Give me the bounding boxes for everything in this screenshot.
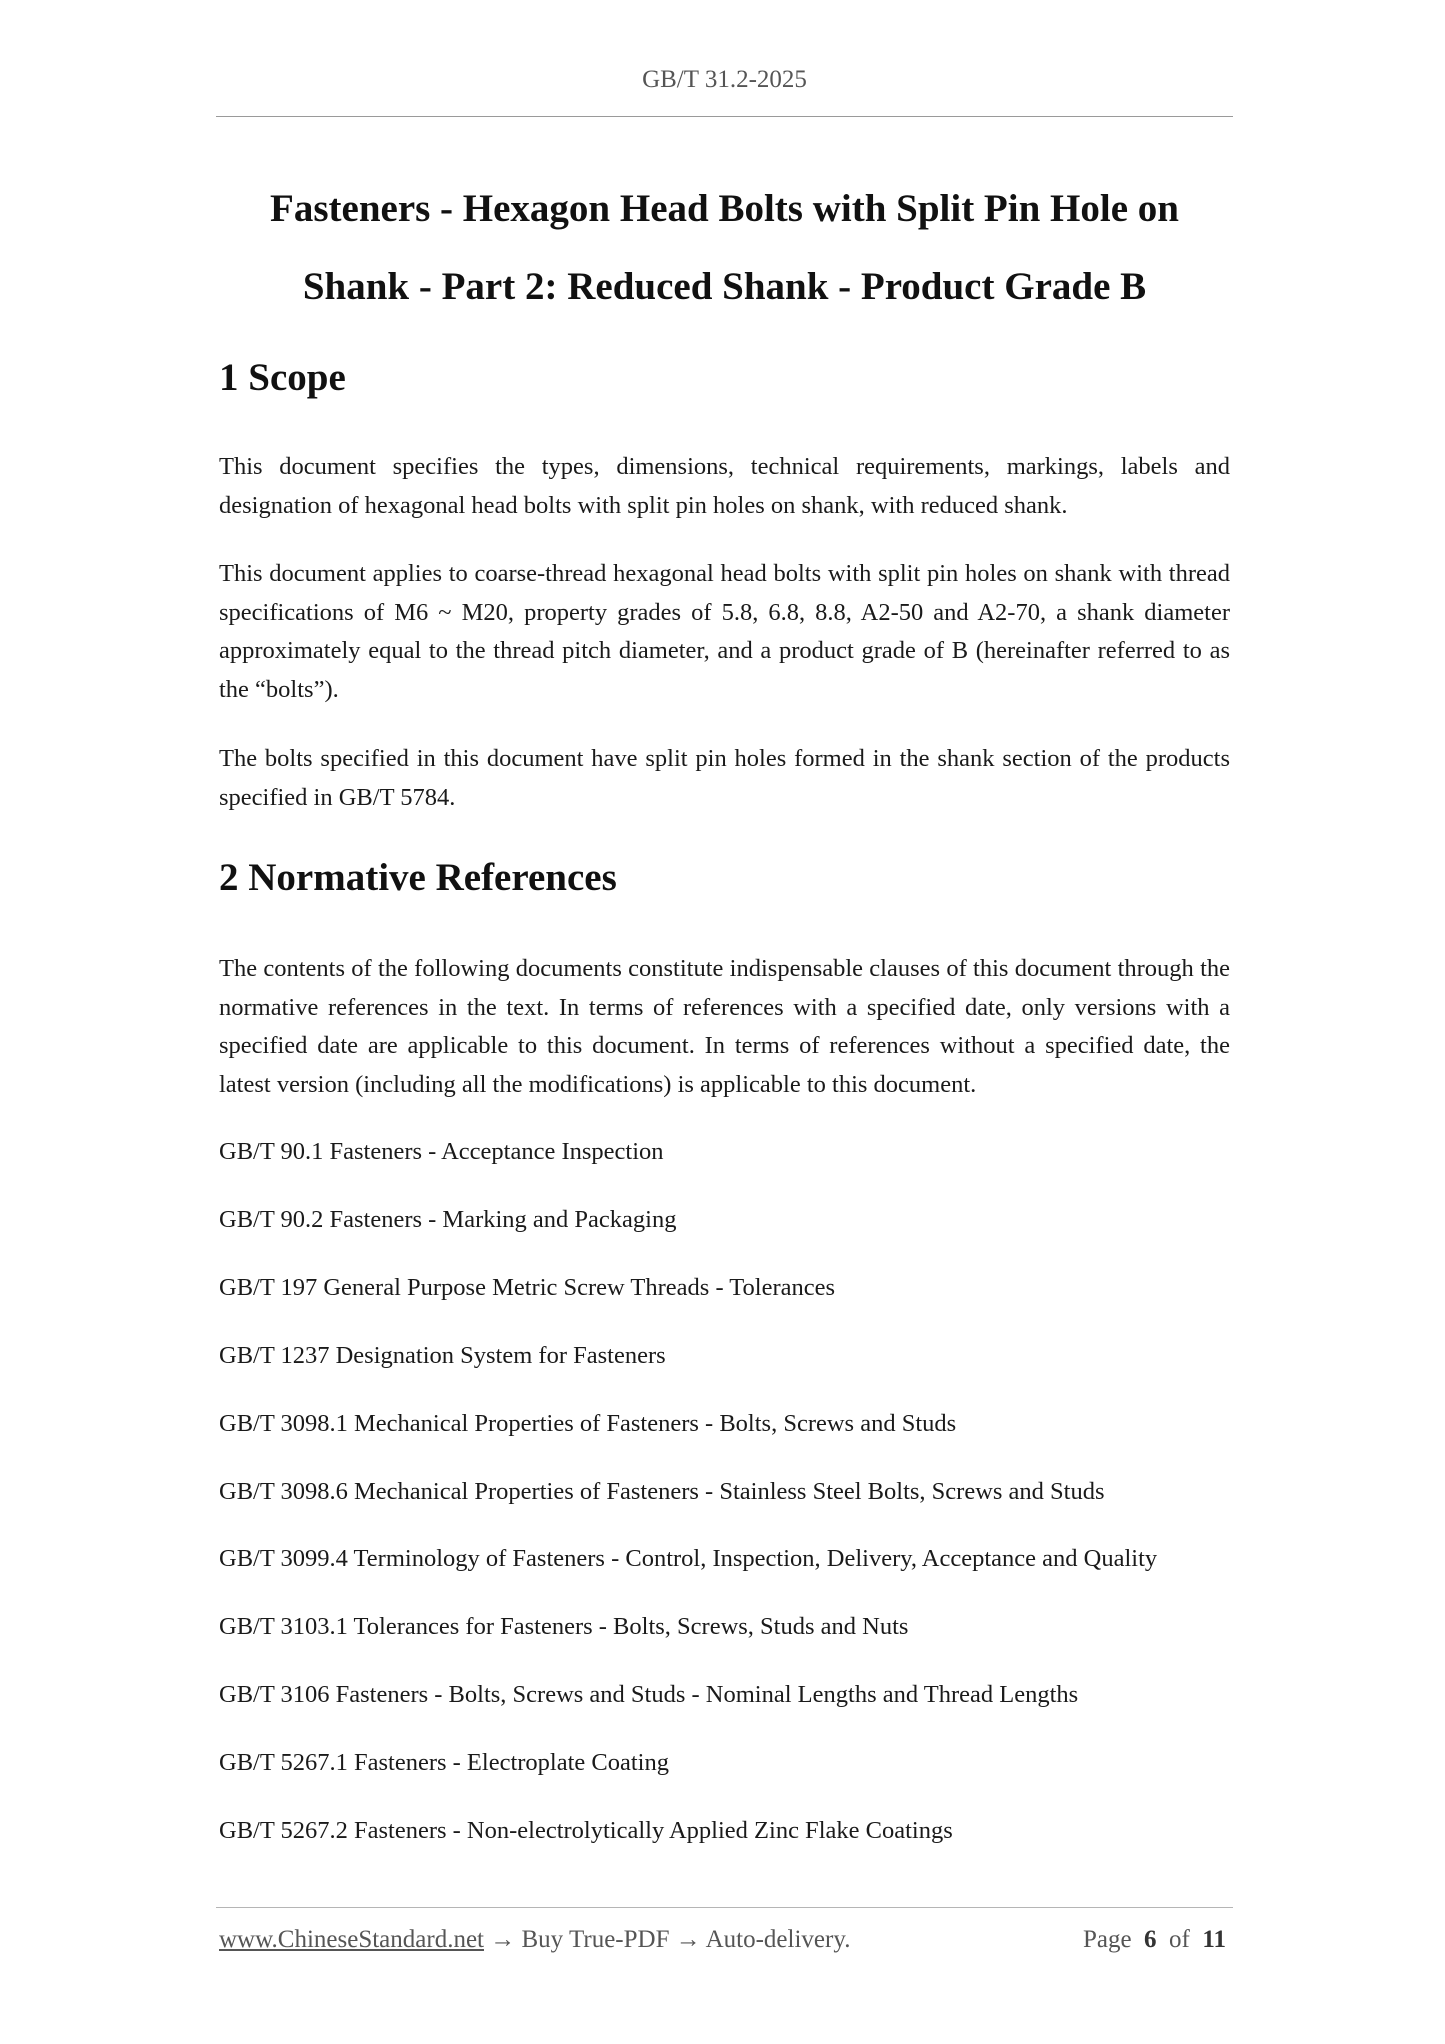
normative-references-intro: The contents of the following documents constitute indispensable clauses of this document through the normative references in the text. In terms of references with a specified date, only versions with a specified date are applicable to this document. In terms of references without a specified date, the latest version (including all the modifications) is applicable to this document.: [219, 955, 1230, 1098]
reference-item: GB/T 197 General Purpose Metric Screw Threads - Tolerances: [219, 1274, 836, 1301]
header-divider: [216, 116, 1233, 117]
reference-item: GB/T 3106 Fasteners - Bolts, Screws and Studs - Nominal Lengths and Thread Lengths: [219, 1681, 1079, 1708]
section-heading-scope: 1 Scope: [219, 356, 346, 399]
of-label: of: [1169, 1926, 1190, 1953]
reference-item: GB/T 90.1 Fasteners - Acceptance Inspection: [219, 1138, 664, 1165]
footer-promo: [219, 1926, 850, 1954]
reference-item: GB/T 1237 Designation System for Fasteners: [219, 1342, 666, 1369]
scope-paragraph-2: This document applies to coarse-thread hexagonal head bolts with split pin holes on shank with thread specifications of M6 ~ M20, property grades of 5.8, 6.8, 8.8, A2-50 and A2-70, a shank diameter approximately equal to the thread pitch diameter, and a product grade of B (hereinafter referred to as the “bolts”).: [219, 560, 1230, 703]
current-page: 6: [1144, 1926, 1157, 1953]
title-line-1: Fasteners - Hexagon Head Bolts with Split Pin Hole on: [270, 187, 1179, 230]
reference-item: GB/T 3098.1 Mechanical Properties of Fasteners - Bolts, Screws and Studs: [219, 1410, 957, 1437]
footer-divider: [216, 1907, 1233, 1908]
reference-item: GB/T 5267.1 Fasteners - Electroplate Coating: [219, 1749, 669, 1776]
total-pages: 11: [1202, 1926, 1226, 1953]
scope-paragraph-3: The bolts specified in this document have split pin holes formed in the shank section of the products specified in GB/T 5784.: [219, 745, 1230, 811]
reference-item: GB/T 3103.1 Tolerances for Fasteners - Bolts, Screws, Studs and Nuts: [219, 1613, 909, 1640]
page-label: Page: [1082, 1926, 1132, 1953]
document-title: [216, 170, 1233, 326]
arrow-right-icon: →: [675, 1926, 701, 1953]
reference-item: GB/T 3099.4 Terminology of Fasteners - Control, Inspection, Delivery, Acceptance and Quality: [219, 1545, 1158, 1572]
buy-true-pdf-text: Buy True-PDF: [521, 1926, 670, 1953]
site-link[interactable]: www.ChineseStandard.net: [219, 1926, 484, 1953]
section-heading-normative-references: 2 Normative References: [219, 856, 617, 899]
arrow-right-icon: →: [490, 1926, 516, 1953]
auto-delivery-text: Auto-delivery.: [705, 1926, 851, 1953]
page-number: [1083, 1926, 1226, 1954]
running-header: GB/T 31.2-2025: [642, 66, 807, 93]
reference-item: GB/T 5267.2 Fasteners - Non-electrolytically Applied Zinc Flake Coatings: [219, 1817, 953, 1844]
reference-item: GB/T 3098.6 Mechanical Properties of Fasteners - Stainless Steel Bolts, Screws and Studs: [219, 1478, 1105, 1505]
reference-item: GB/T 90.2 Fasteners - Marking and Packaging: [219, 1206, 677, 1233]
scope-paragraph-1: This document specifies the types, dimensions, technical requirements, markings, labels and designation of hexagonal head bolts with split pin holes on shank, with reduced shank.: [219, 453, 1230, 519]
title-line-2: Shank - Part 2: Reduced Shank - Product Grade B: [302, 265, 1147, 308]
